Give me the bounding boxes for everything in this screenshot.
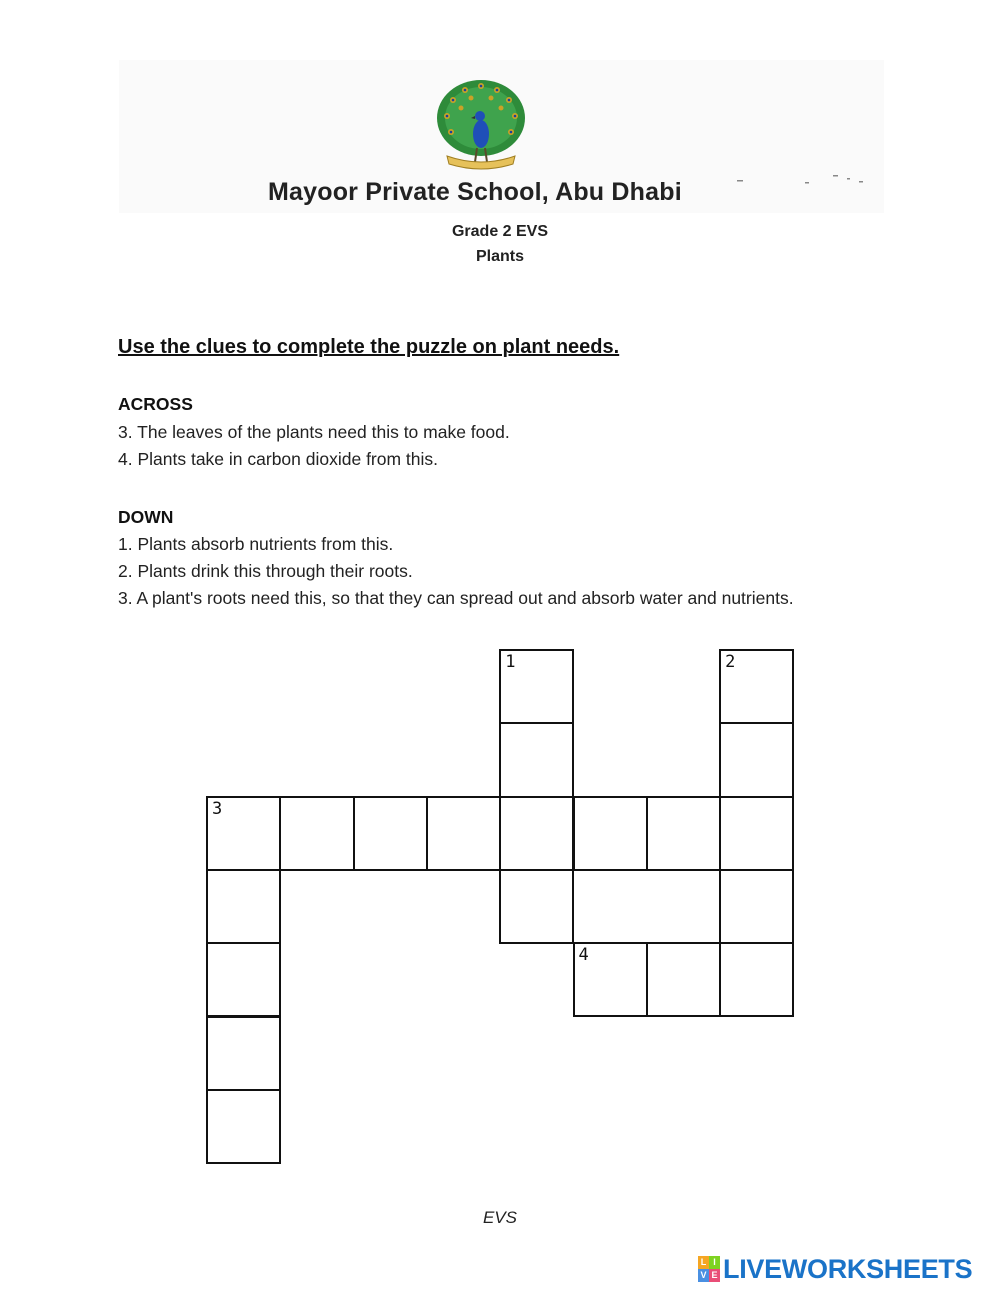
badge-letter: L — [698, 1256, 709, 1269]
down-clue-3: 3. A plant's roots need this, so that they can spread out and absorb water and nutrients. — [118, 588, 794, 608]
crossword-cell[interactable] — [206, 869, 281, 944]
down-clue-2: 2. Plants drink this through their roots. — [118, 561, 413, 581]
crossword-cell[interactable] — [426, 796, 501, 871]
crossword-cell[interactable] — [499, 722, 574, 797]
instructions-heading: Use the clues to complete the puzzle on plant needs. — [118, 336, 620, 358]
crossword-cell[interactable] — [719, 869, 794, 944]
crossword-cell[interactable] — [206, 1089, 281, 1164]
crossword-cell[interactable] — [206, 796, 281, 871]
crossword-cell[interactable] — [646, 796, 721, 871]
liveworksheets-logo — [698, 1253, 972, 1285]
grade-subtitle: Grade 2 EVS — [451, 223, 549, 240]
crossword-cell[interactable] — [719, 796, 794, 871]
crossword-cell[interactable] — [646, 942, 721, 1017]
liveworksheets-wordmark: LIVEWORKSHEETS — [723, 1253, 973, 1284]
clue-number: 1 — [505, 652, 516, 672]
crossword-cell[interactable] — [499, 869, 574, 944]
badge-letter: V — [698, 1269, 709, 1282]
school-name: Mayoor Private School, Abu Dhabi — [268, 178, 682, 206]
crossword-cell[interactable] — [719, 649, 794, 724]
down-clue-1: 1. Plants absorb nutrients from this. — [118, 534, 394, 554]
crossword-cell[interactable] — [206, 942, 281, 1017]
crossword-cell[interactable] — [206, 1016, 281, 1091]
scan-specks — [735, 172, 875, 192]
crossword-cell[interactable] — [719, 722, 794, 797]
page-footer: EVS — [482, 1208, 518, 1227]
across-clue-4: 4. Plants take in carbon dioxide from this. — [118, 449, 439, 469]
badge-letter: I — [709, 1256, 720, 1269]
topic-subtitle: Plants — [475, 248, 524, 265]
crossword-cell[interactable] — [499, 796, 574, 871]
across-clue-3: 3. The leaves of the plants need this to make food. — [118, 422, 510, 442]
badge-letter: E — [709, 1269, 720, 1282]
across-heading: ACROSS — [118, 394, 193, 414]
liveworksheets-badge-icon — [698, 1256, 720, 1282]
clue-number: 4 — [578, 945, 589, 966]
crossword-cell[interactable] — [499, 649, 574, 724]
crossword-cell[interactable] — [353, 796, 428, 871]
down-heading: DOWN — [118, 507, 174, 527]
peacock-logo-icon — [433, 78, 529, 170]
crossword-cell[interactable] — [719, 942, 794, 1017]
crossword-cell[interactable] — [573, 942, 648, 1017]
clue-number: 3 — [212, 798, 223, 819]
clue-number: 2 — [725, 652, 736, 672]
crossword-cell[interactable] — [573, 796, 648, 871]
crossword-cell[interactable] — [279, 796, 354, 871]
